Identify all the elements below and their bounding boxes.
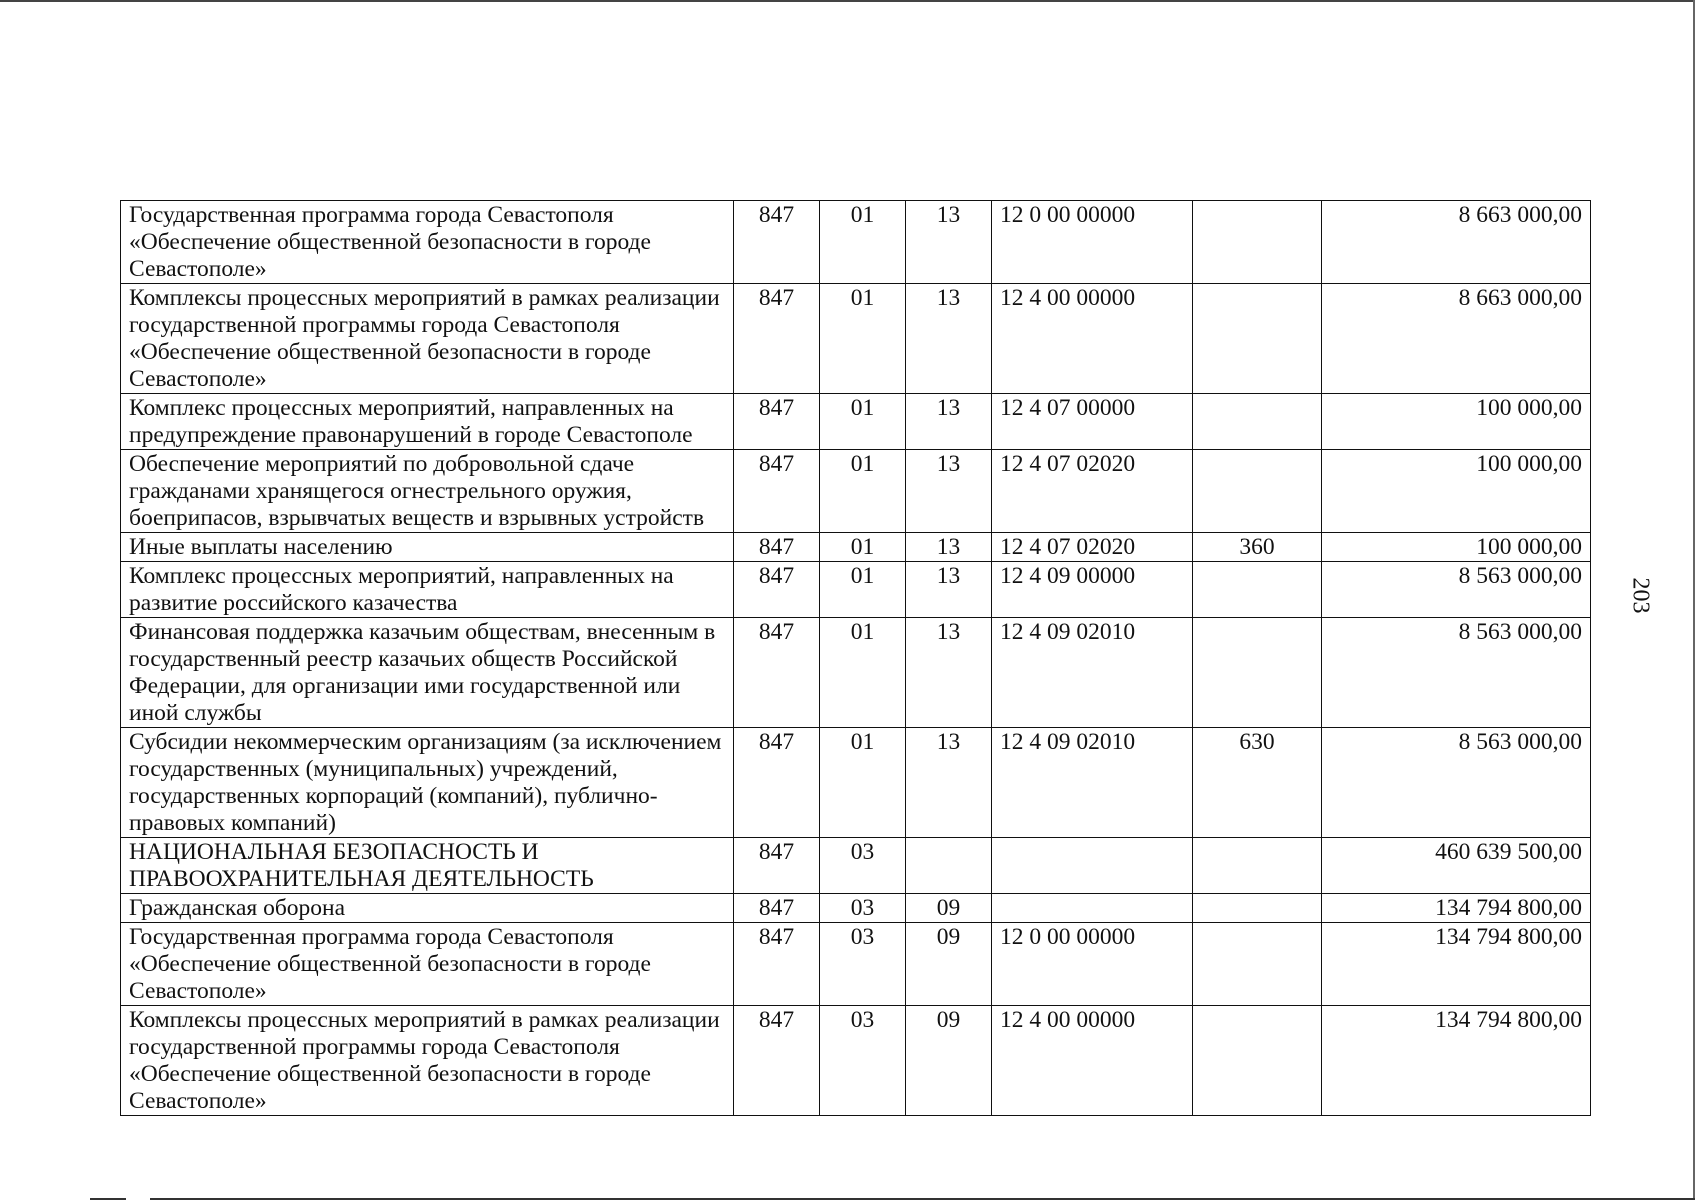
cell-expense-type-code (1193, 838, 1322, 894)
cell-section-code: 03 (820, 894, 906, 923)
cell-name: Государственная программа города Севастополя «Обеспечение общественной безопасности в городе Севастополе» (121, 923, 734, 1006)
budget-table (120, 200, 1591, 1116)
cell-section-code: 01 (820, 728, 906, 838)
top-rule (0, 0, 1695, 2)
cell-expense-type-code: 630 (1193, 728, 1322, 838)
cell-expense-type-code (1193, 201, 1322, 284)
table-row (121, 201, 1591, 284)
cell-department-code: 847 (734, 394, 820, 450)
cell-subsection-code: 13 (906, 618, 992, 728)
cell-name: Обеспечение мероприятий по добровольной сдаче гражданами хранящегося огнестрельного оружия, боеприпасов, взрывчатых веществ и взрывных устройств (121, 450, 734, 533)
cell-department-code: 847 (734, 562, 820, 618)
cell-expense-type-code (1193, 618, 1322, 728)
cell-name: Государственная программа города Севастополя «Обеспечение общественной безопасности в городе Севастополе» (121, 201, 734, 284)
cell-expense-type-code (1193, 394, 1322, 450)
cell-section-code: 01 (820, 201, 906, 284)
cell-section-code: 03 (820, 1006, 906, 1116)
cell-department-code: 847 (734, 728, 820, 838)
cell-target-article-code: 12 0 00 00000 (992, 923, 1193, 1006)
cell-subsection-code: 13 (906, 562, 992, 618)
cell-target-article-code: 12 4 07 02020 (992, 533, 1193, 562)
cell-expense-type-code: 360 (1193, 533, 1322, 562)
cell-subsection-code: 09 (906, 1006, 992, 1116)
cell-expense-type-code (1193, 923, 1322, 1006)
cell-department-code: 847 (734, 450, 820, 533)
cell-subsection-code: 09 (906, 894, 992, 923)
cell-amount: 8 663 000,00 (1322, 201, 1591, 284)
cell-subsection-code: 13 (906, 533, 992, 562)
cell-section-code: 01 (820, 562, 906, 618)
table-row (121, 562, 1591, 618)
cell-amount: 100 000,00 (1322, 533, 1591, 562)
table-row (121, 284, 1591, 394)
cell-target-article-code: 12 4 09 02010 (992, 728, 1193, 838)
cell-amount: 100 000,00 (1322, 394, 1591, 450)
cell-expense-type-code (1193, 1006, 1322, 1116)
table-row (121, 894, 1591, 923)
cell-department-code: 847 (734, 838, 820, 894)
cell-amount: 100 000,00 (1322, 450, 1591, 533)
cell-subsection-code: 13 (906, 284, 992, 394)
cell-department-code: 847 (734, 284, 820, 394)
budget-table-body (121, 201, 1591, 1116)
cell-name: Комплекс процессных мероприятий, направленных на развитие российского казачества (121, 562, 734, 618)
page-number: 203 (1627, 577, 1654, 614)
cell-target-article-code (992, 894, 1193, 923)
table-row (121, 838, 1591, 894)
cell-name: Комплексы процессных мероприятий в рамках реализации государственной программы города Севастополя «Обеспечение общественной безопасности в городе Севастополе» (121, 1006, 734, 1116)
cell-subsection-code: 13 (906, 201, 992, 284)
cell-amount: 8 563 000,00 (1322, 618, 1591, 728)
cell-section-code: 01 (820, 394, 906, 450)
table-row (121, 728, 1591, 838)
cell-expense-type-code (1193, 284, 1322, 394)
cell-amount: 8 663 000,00 (1322, 284, 1591, 394)
cell-department-code: 847 (734, 533, 820, 562)
cell-target-article-code: 12 4 00 00000 (992, 1006, 1193, 1116)
cell-target-article-code: 12 4 07 00000 (992, 394, 1193, 450)
cell-amount: 460 639 500,00 (1322, 838, 1591, 894)
cell-name: Финансовая поддержка казачьим обществам, внесенным в государственный реестр казачьих обществ Российской Федерации, для организации ими государственной или иной службы (121, 618, 734, 728)
cell-department-code: 847 (734, 1006, 820, 1116)
cell-department-code: 847 (734, 894, 820, 923)
cell-expense-type-code (1193, 894, 1322, 923)
cell-target-article-code: 12 4 07 02020 (992, 450, 1193, 533)
cell-target-article-code: 12 0 00 00000 (992, 201, 1193, 284)
cell-section-code: 01 (820, 533, 906, 562)
cell-department-code: 847 (734, 201, 820, 284)
cell-target-article-code: 12 4 09 00000 (992, 562, 1193, 618)
cell-section-code: 01 (820, 618, 906, 728)
table-row (121, 394, 1591, 450)
cell-target-article-code: 12 4 09 02010 (992, 618, 1193, 728)
table-row (121, 1006, 1591, 1116)
cell-name: Комплексы процессных мероприятий в рамках реализации государственной программы города Севастополя «Обеспечение общественной безопасности в городе Севастополе» (121, 284, 734, 394)
cell-target-article-code: 12 4 00 00000 (992, 284, 1193, 394)
cell-department-code: 847 (734, 618, 820, 728)
cell-expense-type-code (1193, 450, 1322, 533)
cell-department-code: 847 (734, 923, 820, 1006)
cell-subsection-code: 09 (906, 923, 992, 1006)
cell-amount: 134 794 800,00 (1322, 1006, 1591, 1116)
table-row (121, 923, 1591, 1006)
cell-section-code: 01 (820, 450, 906, 533)
cell-name: НАЦИОНАЛЬНАЯ БЕЗОПАСНОСТЬ И ПРАВООХРАНИТЕЛЬНАЯ ДЕЯТЕЛЬНОСТЬ (121, 838, 734, 894)
table-row (121, 450, 1591, 533)
table-row (121, 533, 1591, 562)
cell-name: Гражданская оборона (121, 894, 734, 923)
cell-name: Иные выплаты населению (121, 533, 734, 562)
cell-subsection-code: 13 (906, 394, 992, 450)
cell-section-code: 01 (820, 284, 906, 394)
cell-subsection-code: 13 (906, 728, 992, 838)
cell-name: Субсидии некоммерческим организациям (за исключением государственных (муниципальных) учреждений, государственных корпораций (компаний), публично-правовых компаний) (121, 728, 734, 838)
cell-expense-type-code (1193, 562, 1322, 618)
cell-section-code: 03 (820, 923, 906, 1006)
cell-amount: 8 563 000,00 (1322, 728, 1591, 838)
cell-amount: 134 794 800,00 (1322, 894, 1591, 923)
cell-name: Комплекс процессных мероприятий, направленных на предупреждение правонарушений в городе Севастополе (121, 394, 734, 450)
cell-subsection-code: 13 (906, 450, 992, 533)
cell-section-code: 03 (820, 838, 906, 894)
cell-amount: 134 794 800,00 (1322, 923, 1591, 1006)
cell-amount: 8 563 000,00 (1322, 562, 1591, 618)
table-row (121, 618, 1591, 728)
cell-target-article-code (992, 838, 1193, 894)
cell-subsection-code (906, 838, 992, 894)
